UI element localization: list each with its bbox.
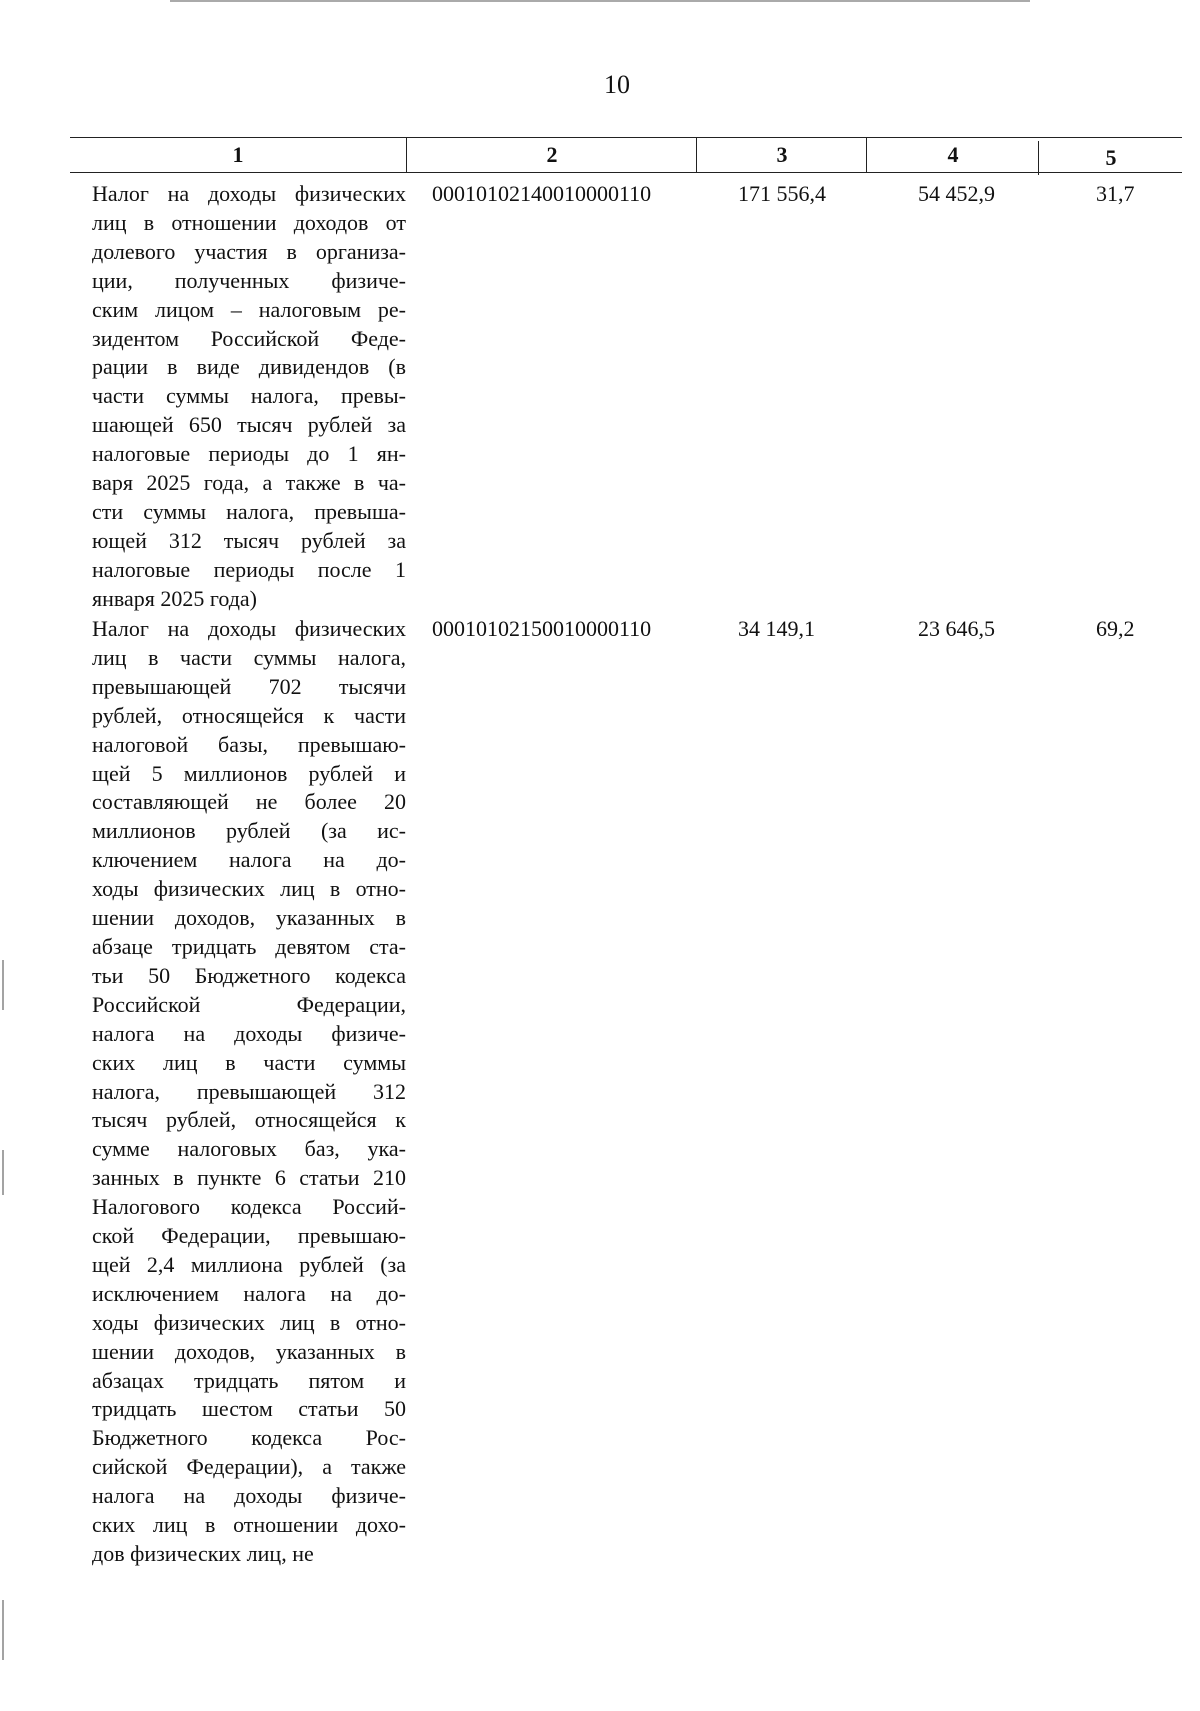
description-line: лиц в отношении доходов от [92, 209, 406, 235]
header-col-4: 4 [866, 138, 1039, 172]
description-line: шении доходов, указанных в [92, 1338, 406, 1364]
value-col-3: 34 149,1 [738, 616, 815, 641]
scan-margin-mark [2, 1150, 4, 1195]
description-line: ходы физических лиц в отно- [92, 1309, 406, 1335]
description-line: шающей 650 тысяч рублей за [92, 412, 406, 438]
value-col-4: 54 452,9 [918, 181, 995, 206]
description-line: лиц в части суммы налога, [92, 644, 406, 670]
description-line: тысяч рублей, относящейся к [92, 1107, 406, 1133]
description-line: ющей 312 тысяч рублей за [92, 527, 406, 553]
description-line: зидентом Российской Феде- [92, 325, 406, 351]
row-description [92, 180, 406, 614]
description-line: Налог на доходы физических [92, 616, 406, 641]
description-line: налоговые периоды до 1 ян- [92, 441, 406, 467]
budget-code: 00010102150010000110 [432, 616, 652, 641]
scan-edge-line [170, 0, 1030, 2]
description-line: щей 2,4 миллиона рублей (за [92, 1251, 406, 1277]
scan-margin-mark [2, 1600, 4, 1660]
value-col-4: 23 646,5 [918, 616, 995, 641]
description-line: миллионов рублей (за ис- [92, 818, 406, 844]
description-line: рации в виде дивидендов (в [92, 354, 406, 380]
header-col-1: 1 [232, 142, 244, 167]
row-description [92, 615, 406, 1569]
description-line: ских лиц в отношении дохо- [92, 1512, 406, 1538]
header-col-5: 5 [1038, 141, 1183, 175]
scan-margin-mark [2, 960, 4, 1010]
description-line: занных в пункте 6 статьи 210 [92, 1165, 406, 1191]
description-line: налога на доходы физиче- [92, 1483, 406, 1509]
description-line: дов физических лиц, не [92, 1541, 314, 1566]
description-line: тьи 50 Бюджетного кодекса [92, 962, 406, 988]
description-line: января 2025 года) [92, 585, 257, 611]
page-number: 10 [604, 70, 630, 99]
description-line: щей 5 миллионов рублей и [92, 760, 406, 786]
description-line: налоговой базы, превышаю- [92, 731, 406, 757]
description-line: налоговые периоды после 1 [92, 556, 406, 582]
description-line: рублей, относящейся к части [92, 702, 406, 728]
description-line: ским лицом – налоговым ре- [92, 296, 406, 322]
description-line: налога, превышающей 312 [92, 1078, 406, 1104]
description-line: Бюджетного кодекса Рос- [92, 1425, 406, 1451]
description-line: ходы физических лиц в отно- [92, 876, 406, 902]
budget-code: 00010102140010000110 [432, 181, 652, 206]
description-line: составляющей не более 20 [92, 789, 406, 815]
table-header [70, 137, 1182, 173]
description-line: сумме налоговых баз, ука- [92, 1136, 406, 1162]
description-line: Российской Федерации, [92, 991, 406, 1017]
description-line: части суммы налога, превы- [92, 383, 406, 409]
description-line: ции, полученных физиче- [92, 267, 406, 293]
description-line: абзаце тридцать девятом ста- [92, 933, 406, 959]
description-line: долевого участия в организа- [92, 238, 406, 264]
description-line: абзацах тридцать пятом и [92, 1367, 406, 1393]
header-col-3: 3 [696, 138, 867, 172]
value-col-5: 31,7 [1096, 181, 1135, 206]
description-line: варя 2025 года, а также в ча- [92, 470, 406, 496]
description-line: исключением налога на до- [92, 1280, 406, 1306]
description-line: Налог на доходы физических [92, 181, 406, 206]
description-line: Налогового кодекса Россий- [92, 1194, 406, 1220]
description-line: превышающей 702 тысячи [92, 673, 406, 699]
description-line: ских лиц в части суммы [92, 1049, 406, 1075]
description-line: налога на доходы физиче- [92, 1020, 406, 1046]
header-col-2: 2 [406, 138, 697, 172]
value-col-5: 69,2 [1096, 616, 1135, 641]
description-line: тридцать шестом статьи 50 [92, 1396, 406, 1422]
description-line: ской Федерации, превышаю- [92, 1223, 406, 1249]
value-col-3: 171 556,4 [738, 181, 826, 206]
description-line: сийской Федерации), а также [92, 1454, 406, 1480]
description-line: сти суммы налога, превыша- [92, 498, 406, 524]
description-line: ключением налога на до- [92, 847, 406, 873]
description-line: шении доходов, указанных в [92, 905, 406, 931]
